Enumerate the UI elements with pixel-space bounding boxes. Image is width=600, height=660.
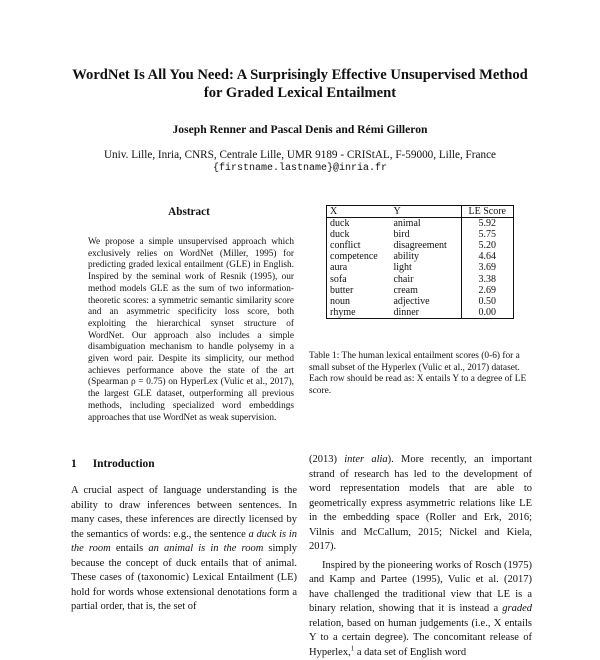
authors: Joseph Renner and Pascal Denis and Rémi Gilleron (0, 123, 600, 136)
table-row (327, 285, 514, 296)
footnote-marker: 1 (351, 644, 355, 652)
table-cell-y: bird (390, 229, 461, 240)
title-line-1: WordNet Is All You Need: A Surprisingly Effective Unsupervised Method (0, 66, 600, 84)
title-line-2: for Graded Lexical Entailment (0, 84, 600, 102)
table-cell-x: noun (327, 296, 391, 307)
table-row (327, 218, 514, 230)
right-p1-b: ). More recently, an important strand of research has led to the development of word representation models that are able to geometrically express asymmetric relations like LE in the embedding space (Roller and Erk, 2016; Vilnis and McCallum, 2015; Nickel and Kiela, 2017). (309, 454, 532, 552)
intro-paragraph (71, 484, 297, 615)
section-heading (71, 458, 171, 470)
table-header-x: X (327, 206, 391, 218)
right-p1-italic: inter alia (344, 454, 387, 465)
intro-text-c: simply because the concept of duck entails that of animal. These cases of (taxonomic) Lexical Entailment (LE) hold for words whose extensional denotations form a partial order, that is, the set of (71, 543, 297, 612)
table-caption: Table 1: The human lexical entailment scores (0-6) for a small subset of the Hyperlex (Vulic et al., 2017) dataset. Each row should be read as: X entails Y to a degree of LE score. (309, 351, 532, 398)
le-score-table (326, 205, 514, 319)
right-p2-italic: graded (502, 603, 532, 614)
table-cell-y: chair (390, 274, 461, 285)
section-title: Introduction (93, 458, 155, 470)
abstract-text: We propose a simple unsupervised approach which exclusively relies on WordNet (Miller, 1995) for predicting graded lexical entailment (GLE) in English. Inspired by the seminal work of Resnik (1995), our method models GLE as the sum of two information-theoretic scores: a symmetric semantic similarity score and an asymmetric specificity loss score, both exploiting the hierarchical synset structure of WordNet. Our approach also includes a simple disambiguation mechanism to handle polysemy in a given word pair. Despite its simplicity, our method achieves performance above the state of the art (Spearman ρ = 0.75) on HyperLex (Vulic et al., 2017), the largest GLE dataset, outperforming all previous methods, including specialized word embeddings approaches that use WordNet as weak supervision. (88, 237, 294, 424)
intro-left-column (71, 484, 297, 615)
table-cell-x: rhyme (327, 307, 391, 319)
table-cell-y: adjective (390, 296, 461, 307)
table-cell-y: animal (390, 218, 461, 230)
table-cell-y: disagreement (390, 240, 461, 251)
intro-text-b: entails (111, 543, 149, 554)
table-cell-y: light (390, 262, 461, 273)
abstract-heading: Abstract (89, 206, 289, 218)
table-row (327, 240, 514, 251)
intro-text-a: A crucial aspect of language understanding is the ability to draw inferences between sentences. In many cases, these inferences are directly licensed by the semantics of words: e.g., the sentence (71, 485, 297, 540)
email: {firstname.lastname}@inria.fr (0, 162, 600, 176)
table-cell-y: ability (390, 251, 461, 262)
right-p2-a: Inspired by the pioneering works of Rosch (1975) and Kamp and Partee (1995), Vulic et al. (2017) have challenged the traditional view that LE is a binary relation, showing that it is instead a (309, 560, 532, 615)
right-p2-c: a data set of English word (354, 647, 466, 658)
table-cell-x: butter (327, 285, 391, 296)
table-cell-score: 0.00 (461, 307, 514, 319)
table-cell-x: competence (327, 251, 391, 262)
table-body (327, 218, 514, 319)
intro-example-2: an animal is in the room (148, 543, 263, 554)
table-cell-score: 3.38 (461, 274, 514, 285)
table-cell-score: 5.75 (461, 229, 514, 240)
right-p1-a: (2013) (309, 454, 344, 465)
table-cell-x: sofa (327, 274, 391, 285)
table-row (327, 296, 514, 307)
right-p2-b: relation, based on human judgements (i.e., X entails Y to a certain degree). The concomitant release of Hyperlex, (309, 618, 532, 658)
table-cell-score: 0.50 (461, 296, 514, 307)
affiliation-block (0, 148, 600, 176)
table-cell-score: 3.69 (461, 262, 514, 273)
paper-title (0, 66, 600, 102)
table-cell-score: 5.92 (461, 218, 514, 230)
right-paragraph-2 (309, 559, 532, 660)
section-number: 1 (71, 458, 77, 470)
abstract-body (88, 237, 294, 424)
table-row (327, 262, 514, 273)
table-row (327, 229, 514, 240)
right-column-text (309, 453, 532, 660)
table-header-row (327, 206, 514, 218)
table-row (327, 307, 514, 319)
table-cell-x: conflict (327, 240, 391, 251)
table-cell-x: duck (327, 229, 391, 240)
table-header-score: LE Score (461, 206, 514, 218)
table-cell-score: 5.20 (461, 240, 514, 251)
table-cell-x: aura (327, 262, 391, 273)
right-paragraph-1 (309, 453, 532, 555)
table-row (327, 251, 514, 262)
table-cell-y: dinner (390, 307, 461, 319)
table-row (327, 274, 514, 285)
table-header-y: Y (390, 206, 461, 218)
table-cell-score: 4.64 (461, 251, 514, 262)
table-cell-y: cream (390, 285, 461, 296)
affiliation: Univ. Lille, Inria, CNRS, Centrale Lille, UMR 9189 - CRIStAL, F-59000, Lille, France (0, 148, 600, 162)
table-cell-score: 2.69 (461, 285, 514, 296)
intro-example-1: a duck is in the room (71, 529, 297, 555)
table-cell-x: duck (327, 218, 391, 230)
